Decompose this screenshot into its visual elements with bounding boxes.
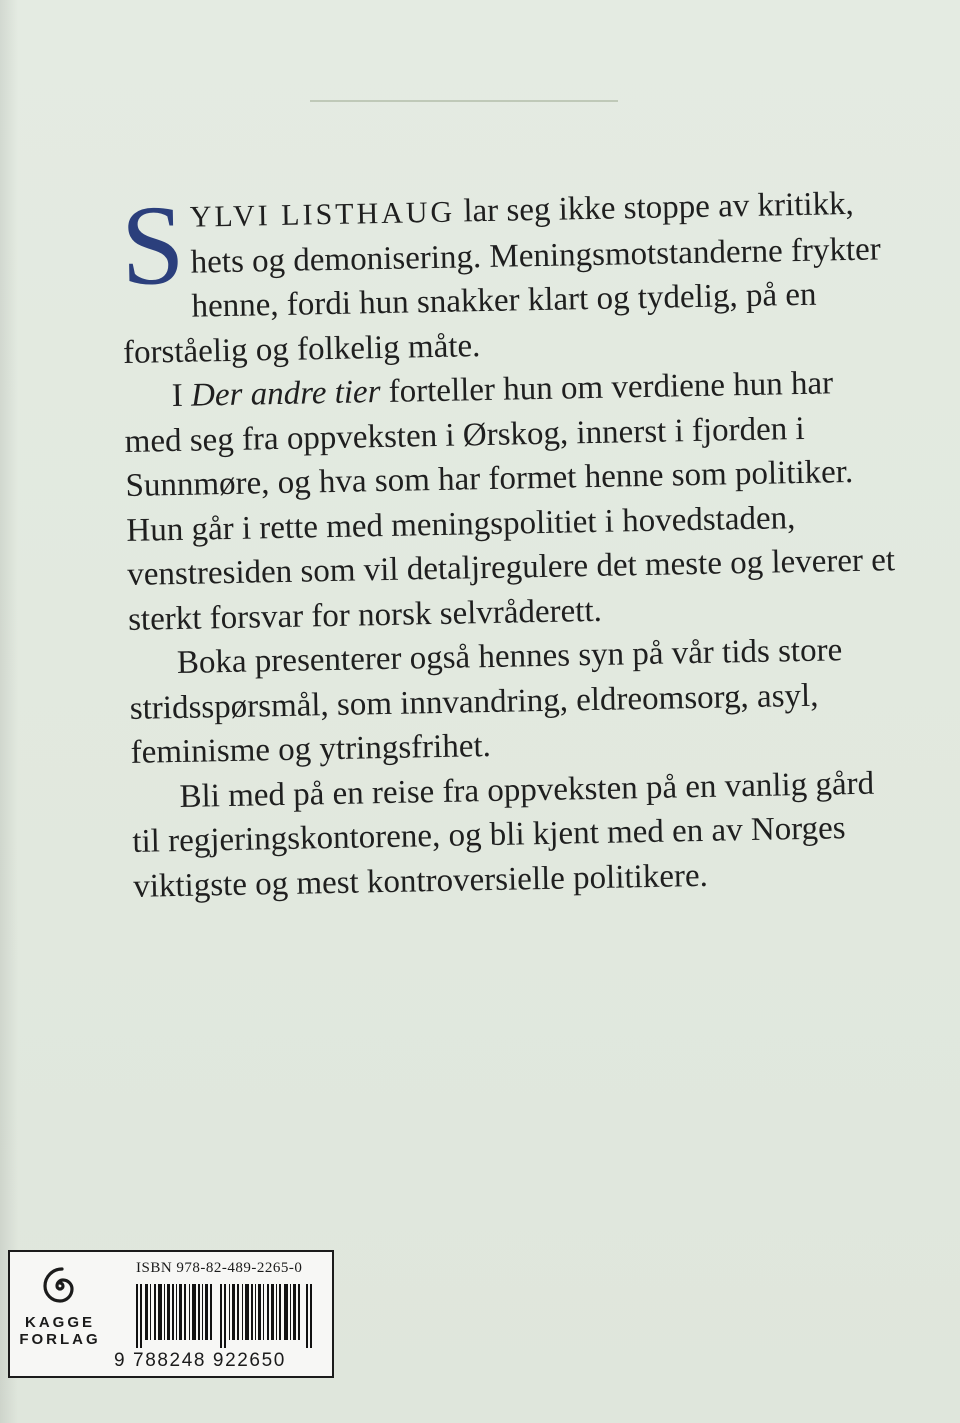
barcode-digits: 9 788248 922650 bbox=[114, 1350, 286, 1371]
publisher-logo-box bbox=[8, 1250, 112, 1378]
blurb-paragraph-3: Boka presenterer også hennes syn på vår tids store stridsspørsmål, som innvandring, eldreomsorg, asyl, feminisme og ytringsfrihet. bbox=[129, 632, 843, 771]
drop-cap: S bbox=[119, 180, 186, 309]
publisher-name-line-2: FORLAG bbox=[19, 1331, 101, 1348]
blurb-paragraph-2-start: I bbox=[171, 377, 192, 415]
publisher-name-line-1: KAGGE bbox=[24, 1314, 95, 1331]
decorative-rule bbox=[310, 100, 618, 102]
spiral-logo-icon bbox=[38, 1264, 82, 1308]
back-cover-blurb bbox=[120, 181, 904, 909]
barcode-bars bbox=[136, 1284, 316, 1348]
blurb-paragraph-2-text: forteller hun om verdiene hun har med seg fra oppveksten i Ørskog, innerst i fjorden i Sunnmøre, og hva som har formet henne som politiker. Hun går i rette med meningspolitiet i hovedstaden, venstresiden som vil detaljregulere det meste og leverer et sterkt forsvar for norsk selvråderett. bbox=[124, 365, 896, 638]
isbn-label: ISBN 978-82-489-2265-0 bbox=[136, 1260, 303, 1276]
blurb-paragraph-2 bbox=[123, 360, 898, 642]
barcode-bars-group bbox=[136, 1284, 312, 1348]
publisher-name bbox=[19, 1314, 100, 1348]
page-edge-shadow bbox=[0, 0, 18, 1423]
blurb-paragraph-4: Bli med på en reise fra oppveksten på en vanlig gård til regjeringskontorene, og bli kjent med en av Norges viktigste og mest kontroversielle politikere. bbox=[132, 765, 875, 905]
author-name-caps: YLVI LISTHAUG bbox=[189, 195, 456, 234]
blurb-paragraph-1-text: lar seg ikke stoppe av kritikk, hets og demonisering. Meningsmotstanderne frykter henne, fordi hun snakker klart og tydelig, på en forståelig og folkelig måte. bbox=[122, 185, 882, 371]
barcode-box bbox=[108, 1250, 334, 1378]
blurb-paragraph-1 bbox=[120, 181, 893, 375]
book-title-italic: Der andre tier bbox=[190, 374, 381, 414]
